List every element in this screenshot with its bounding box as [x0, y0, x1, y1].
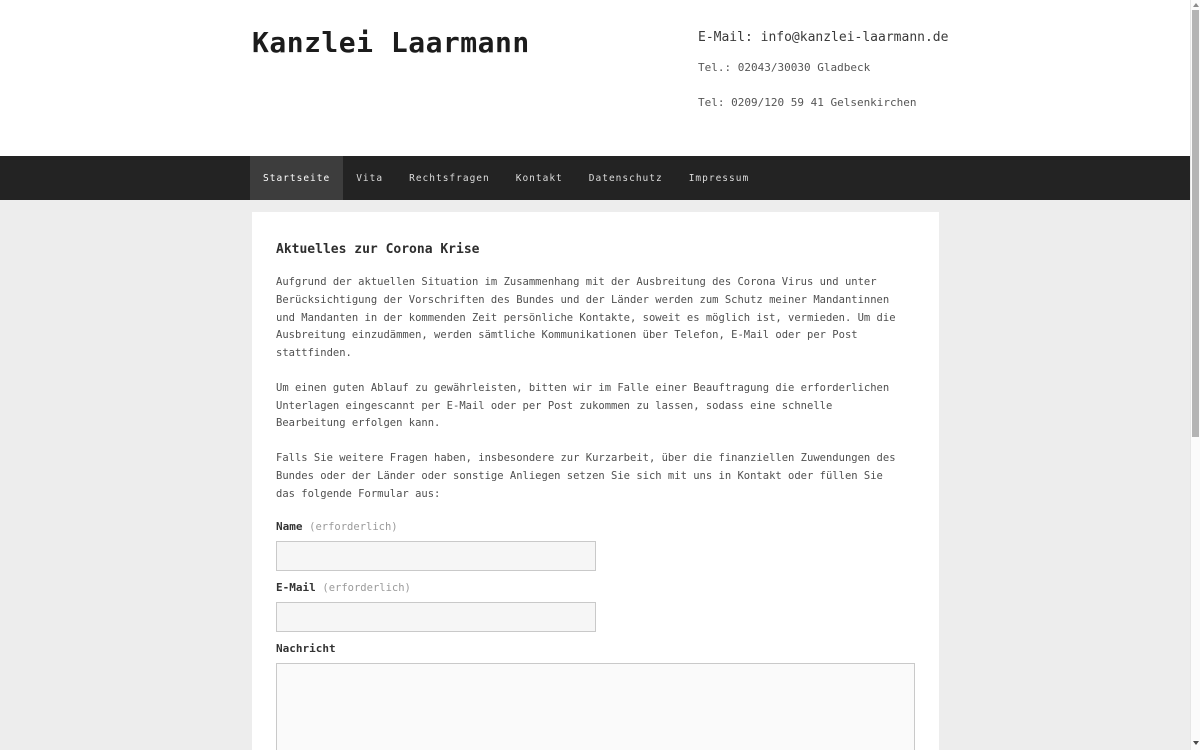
page-title: Aktuelles zur Corona Krise: [276, 242, 480, 257]
nav-item-vita[interactable]: Vita: [356, 172, 384, 184]
name-required-note: (erforderlich): [309, 521, 398, 534]
main-navbar: [0, 156, 1200, 200]
name-label-text: Name: [276, 520, 303, 534]
page-background: [0, 200, 1200, 750]
content-card: [252, 212, 939, 750]
name-field-label: [276, 520, 915, 533]
paragraph-corona-info: Aufgrund der aktuellen Situation im Zusammenhang mit der Ausbreitung des Corona Virus und unter Berücksichtigung der Vorschriften des Bundes und der Länder werden zum Schutz meiner Mandantinnen und Mandanten in der kommenden Zeit persönliche Kontakte, soweit es möglich ist, vermieden. Um die Ausbreitung einzudämmen, werden sämtliche Kommunikationen über Telefon, E-Mail oder per Post stattfinden.: [276, 276, 896, 359]
message-field-label: [276, 642, 915, 655]
name-input[interactable]: [276, 541, 596, 571]
nav-item-impressum[interactable]: Impressum: [688, 172, 750, 184]
scrollbar[interactable]: [1190, 0, 1200, 750]
scrollbar-thumb[interactable]: [1192, 10, 1199, 437]
scroll-down-arrow-icon[interactable]: [1193, 741, 1199, 745]
message-textarea[interactable]: [276, 663, 915, 750]
nav-menu: [250, 156, 762, 200]
nav-item-rechtsfragen[interactable]: Rechtsfragen: [409, 172, 490, 184]
site-title[interactable]: Kanzlei Laarmann: [252, 26, 530, 59]
message-label-text: Nachricht: [276, 642, 336, 656]
nav-item-datenschutz[interactable]: Datenschutz: [588, 172, 663, 184]
nav-item-kontakt[interactable]: Kontakt: [515, 172, 563, 184]
email-label-text: E-Mail: [276, 581, 316, 595]
email-field-label: [276, 581, 915, 594]
nav-item-startseite[interactable]: Startseite: [250, 156, 343, 200]
email-input[interactable]: [276, 602, 596, 632]
contact-form: [276, 520, 915, 750]
contact-phone-gelsenkirchen: Tel: 0209/120 59 41 Gelsenkirchen: [698, 96, 917, 109]
paragraph-contact-info: Falls Sie weitere Fragen haben, insbesondere zur Kurzarbeit, über die finanziellen Zuwendungen des Bundes oder der Länder oder sonstige Anliegen setzen Sie sich mit uns in Kontakt oder füllen Sie das folgende Formular aus:: [276, 452, 896, 500]
contact-phone-gladbeck: Tel.: 02043/30030 Gladbeck: [698, 61, 871, 74]
paragraph-documents-info: Um einen guten Ablauf zu gewährleisten, bitten wir im Falle einer Beauftragung die erforderlichen Unterlagen eingescannt per E-Mail oder per Post zukommen zu lassen, sodass eine schnelle Bearbeitung erfolgen kann.: [276, 381, 890, 430]
contact-email: E-Mail: info@kanzlei-laarmann.de: [698, 30, 949, 45]
email-required-note: (erforderlich): [322, 582, 411, 595]
scroll-up-arrow-icon[interactable]: [1193, 3, 1199, 7]
site-header: [0, 0, 1200, 156]
